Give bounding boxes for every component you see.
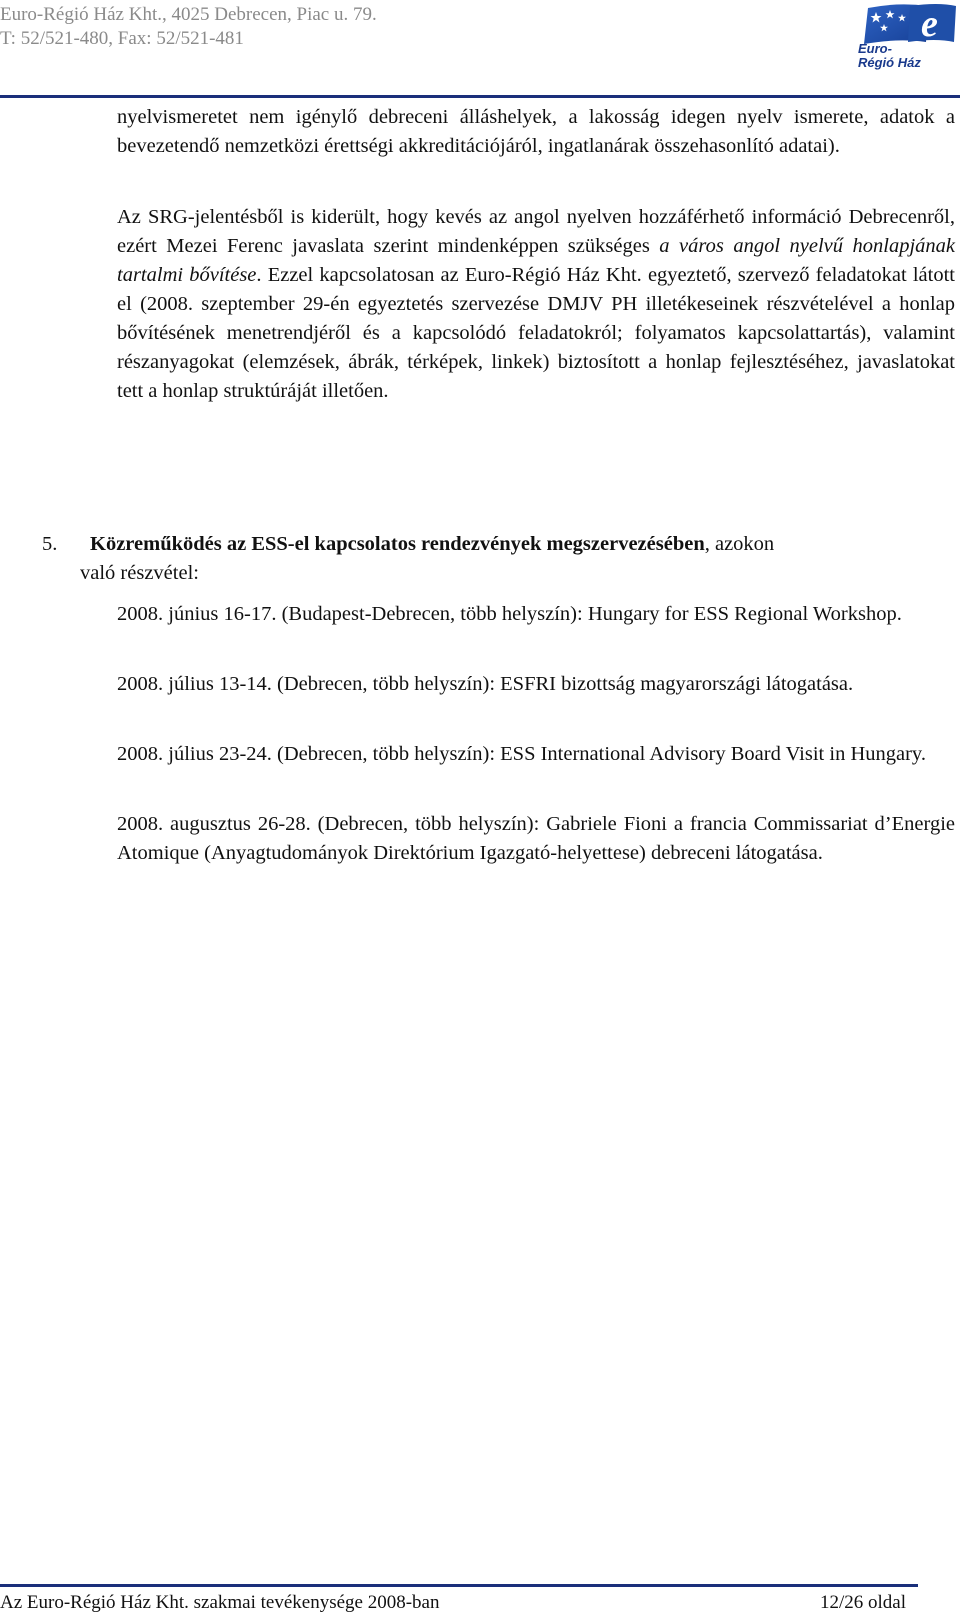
section-5-heading [42,530,955,588]
header-divider [0,95,960,98]
logo-flag-icon [858,2,958,46]
paragraph-intro: nyelvismeretet nem igénylő debreceni álláshelyek, a lakosság idegen nyelv ismerete, adatok a bevezetendő nemzetközi érettségi akkreditációjáról, ingatlanárak összehasonlító adatai). [117,106,955,157]
section-title-rest: , azokon [704,533,775,555]
paragraph-text: . Ezzel kapcsolatosan az Euro-Régió Ház Kht. egyeztető, szervező feladatokat látott el (2008. szeptember 29-én egyeztetés szervezése DMJV PH illetékeseinek részvételével a honlap bővítésének menetrendjéről és a kapcsolódó feladatokról; folyamatos kapcsolattartás), valamint részanyagokat (elemzések, ábrák, térképek, linkek) biztosított a honlap fejlesztéséhez, javaslatokat tett a honlap struktúráját illetően. [117,264,955,402]
paragraph-emphasis: a város angol nyelvű honlapjának tartalmi bővítése [117,235,955,286]
paragraph-text: Az SRG-jelentésből is kiderült, hogy kevés az angol nyelven hozzáférhető információ Debrecenről, ezért Mezei Ferenc javaslata szerint mindenképpen szükséges [117,206,955,257]
event-item: 2008. augusztus 26-28. (Debrecen, több helyszín): Gabriele Fioni a francia Commissariat d’Energie Atomique (Anyagtudományok Direktórium Igazgató-helyettese) debreceni látogatása. [117,813,955,864]
footer-title: Az Euro-Régió Ház Kht. szakmai tevékenysége 2008-ban [0,1592,440,1613]
paragraph-srg-report [117,203,955,406]
header-phone-fax: T: 52/521-480, Fax: 52/521-481 [0,28,244,49]
event-item: 2008. június 16-17. (Budapest-Debrecen, több helyszín): Hungary for ESS Regional Workshop. [117,603,902,625]
page-header [0,0,960,100]
page-number: 12/26 oldal [820,1592,907,1613]
euro-regio-haz-logo [858,2,958,74]
section-title-continuation: való részvétel: [80,562,199,584]
event-item: 2008. július 13-14. (Debrecen, több helyszín): ESFRI bizottság magyarországi látogatása. [117,673,854,695]
section-title: Közreműködés az ESS-el kapcsolatos rendezvények megszervezésében [90,533,705,555]
section-number: 5. [42,533,58,555]
footer-divider [0,1584,918,1587]
logo-wordmark: Euro- Régió Ház [858,41,921,70]
event-item: 2008. július 23-24. (Debrecen, több helyszín): ESS International Advisory Board Visit in Hungary. [117,743,926,765]
header-address: Euro-Régió Ház Kht., 4025 Debrecen, Piac u. 79. [0,4,377,25]
logo-letter: e [921,3,938,45]
